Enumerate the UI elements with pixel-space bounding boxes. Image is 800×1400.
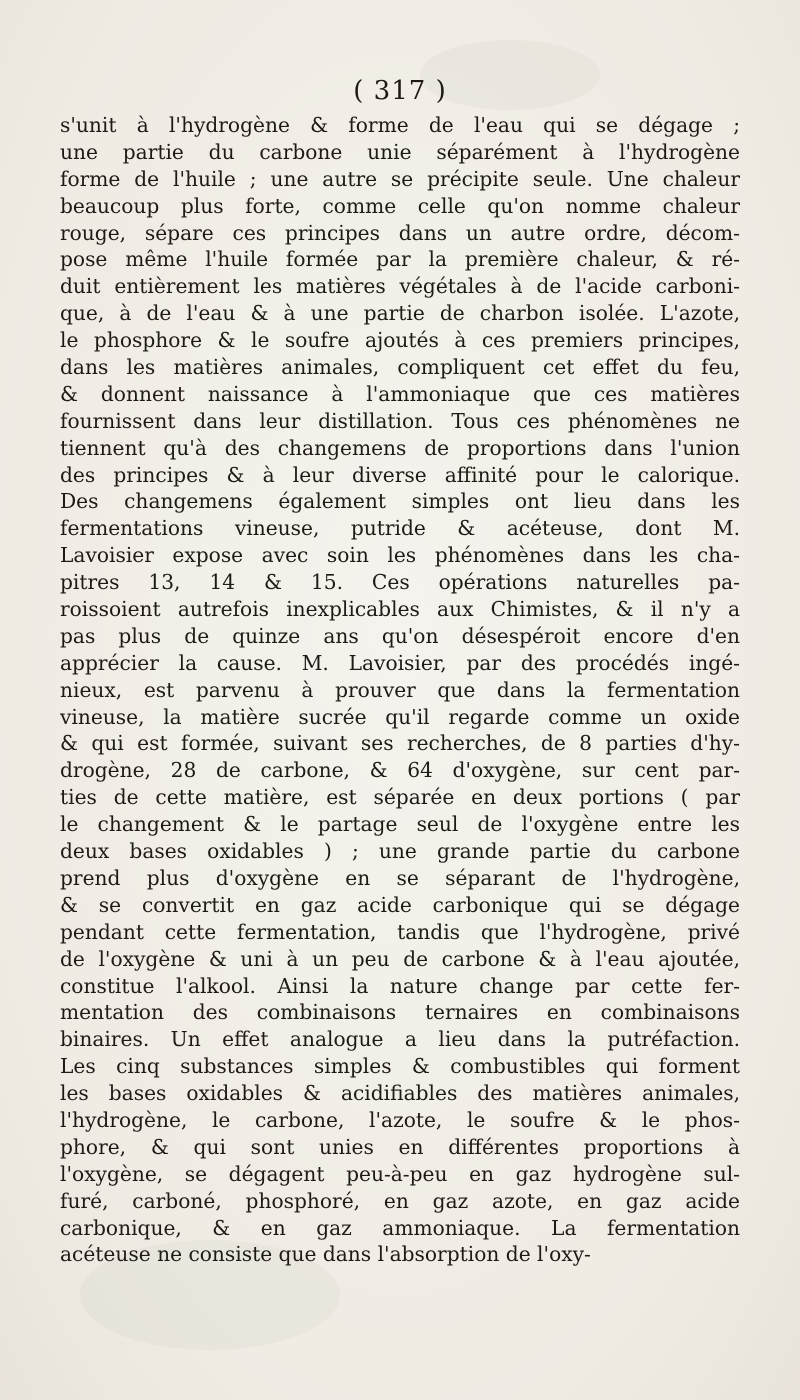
text-line: l'oxygène, se dégagent peu-à-peu en gaz hydrogène sul- — [60, 1161, 740, 1186]
text-line: des principes & à leur diverse affinité pour le calorique. — [60, 462, 740, 487]
text-line: apprécier la cause. M. Lavoisier, par des procédés ingé- — [60, 650, 740, 675]
text-line: fermentations vineuse, putride & acéteuse, dont M. — [60, 516, 740, 541]
text-line: rouge, sépare ces principes dans un autre ordre, décom- — [60, 220, 740, 245]
text-line: l'hydrogène, le carbone, l'azote, le soufre & le phos- — [60, 1107, 740, 1132]
text-line: pitres 13, 14 & 15. Ces opérations naturelles pa- — [60, 570, 740, 595]
text-line: carbonique, & en gaz ammoniaque. La fermentation — [60, 1215, 740, 1240]
page-number: ( 317 ) — [353, 76, 447, 106]
text-line: mentation des combinaisons ternaires en combinaisons — [60, 1000, 740, 1025]
text-line: forme de l'huile ; une autre se précipite seule. Une chaleur — [60, 166, 740, 191]
text-line: le changement & le partage seul de l'oxygène entre les — [60, 812, 740, 837]
text-line: drogène, 28 de carbone, & 64 d'oxygène, sur cent par- — [60, 758, 740, 783]
text-line: vineuse, la matière sucrée qu'il regarde comme un oxide — [60, 704, 740, 729]
text-line: pose même l'huile formée par la première chaleur, & ré- — [60, 247, 740, 272]
text-line: dans les matières animales, compliquent cet effet du feu, — [60, 355, 740, 380]
text-line: constitue l'alkool. Ainsi la nature change par cette fer- — [60, 973, 740, 998]
text-line: & donnent naissance à l'ammoniaque que ces matières — [60, 381, 740, 406]
text-line: que, à de l'eau & à une partie de charbon isolée. L'azote, — [60, 301, 740, 326]
text-line: pendant cette fermentation, tandis que l'hydrogène, privé — [60, 919, 740, 944]
text-line: de l'oxygène & uni à un peu de carbone & à l'eau ajoutée, — [60, 946, 740, 971]
body-text — [60, 112, 740, 1268]
text-line: deux bases oxidables ) ; une grande partie du carbone — [60, 839, 740, 864]
text-line: beaucoup plus forte, comme celle qu'on nomme chaleur — [60, 193, 740, 218]
text-line: les bases oxidables & acidifiables des matières animales, — [60, 1081, 740, 1106]
text-line: s'unit à l'hydrogène & forme de l'eau qui se dégage ; — [60, 113, 740, 137]
text-line: duit entièrement les matières végétales à de l'acide carboni- — [60, 274, 740, 299]
text-line: ties de cette matière, est séparée en deux portions ( par — [60, 785, 740, 810]
text-line: Lavoisier expose avec soin les phénomènes dans les cha- — [60, 543, 740, 568]
text-line: une partie du carbone unie séparément à l'hydrogène — [60, 139, 740, 164]
text-line: prend plus d'oxygène en se séparant de l'hydrogène, — [60, 865, 740, 890]
text-line: tiennent qu'à des changemens de proportions dans l'union — [60, 435, 740, 460]
text-line: le phosphore & le soufre ajoutés à ces premiers principes, — [60, 328, 740, 353]
text-line: furé, carboné, phosphoré, en gaz azote, en gaz acide — [60, 1188, 740, 1213]
text-line: & qui est formée, suivant ses recherches, de 8 parties d'hy- — [60, 731, 740, 756]
text-line: roissoient autrefois inexplicables aux Chimistes, & il n'y a — [60, 597, 740, 622]
text-line: Des changemens également simples ont lieu dans les — [60, 489, 740, 514]
text-line: phore, & qui sont unies en différentes proportions à — [60, 1134, 740, 1159]
text-line: & se convertit en gaz acide carbonique qui se dégage — [60, 892, 740, 917]
text-line: Les cinq substances simples & combustibles qui forment — [60, 1054, 740, 1079]
text-line: pas plus de quinze ans qu'on désespéroit encore d'en — [60, 623, 740, 648]
text-line: nieux, est parvenu à prouver que dans la fermentation — [60, 677, 740, 702]
text-line: binaires. Un effet analogue a lieu dans la putréfaction. — [60, 1027, 740, 1052]
text-line: fournissent dans leur distillation. Tous ces phénomènes ne — [60, 408, 740, 433]
text-line: acéteuse ne consiste que dans l'absorption de l'oxy- — [60, 1242, 591, 1267]
